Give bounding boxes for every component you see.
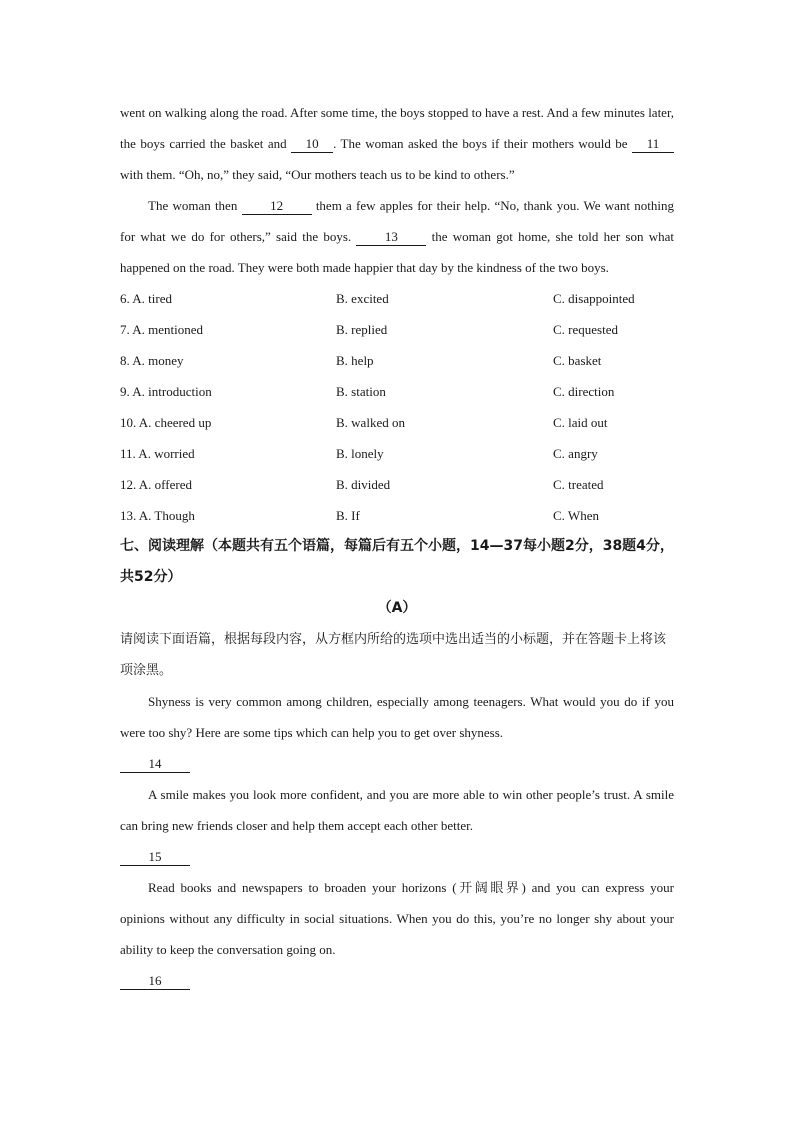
option-b: B. station [336,384,386,399]
reading-paragraph: A smile makes you look more confident, and you are more able to win other people’s trust. A smile can bring new friends closer and help them accept each other better. [120,787,674,833]
passage-paragraph-continued [120,97,674,190]
option-row [120,345,674,376]
option-row [120,376,674,407]
blank-11: 11 [632,136,674,153]
option-c: C. treated [553,477,604,492]
heading-slot-14 [120,748,674,779]
option-c: C. requested [553,322,618,337]
option-a: 8. A. money [120,353,184,368]
heading-slot-15 [120,841,674,872]
option-a: 11. A. worried [120,446,195,461]
reading-intro-paragraph: Shyness is very common among children, especially among teenagers. What would you do if you were too shy? Here are some tips which can help you to get over shyness. [120,694,674,740]
options-list [120,283,674,531]
passage-text: the woman got home, she told her son what happened on the road. They were both made happier that day by the kindness of the two boys. [120,229,674,275]
passage-label-a: （A） [377,600,417,616]
option-c: C. laid out [553,415,608,430]
heading-slot-16 [120,965,674,996]
option-a: 9. A. introduction [120,384,212,399]
blank-15: 15 [120,849,190,866]
option-b: B. If [336,508,360,523]
option-row [120,314,674,345]
page-content [120,97,674,996]
blank-16: 16 [120,973,190,990]
option-a: 13. A. Though [120,508,195,523]
option-c: C. direction [553,384,615,399]
option-row [120,500,674,531]
passage-text: them a few apples for their help. “No, thank you. We want nothing for what we do for others,” said the boys. [120,198,674,244]
section-heading: 七、阅读理解（本题共有五个语篇，每篇后有五个小题，14—37每小题2分，38题4分，共52分） [120,538,674,585]
option-row [120,438,674,469]
instruction-text: 请阅读下面语篇，根据每段内容，从方框内所给的选项中选出适当的小标题，并在答题卡上将该项涂黑。 [120,632,667,678]
option-a: 7. A. mentioned [120,322,204,337]
option-c: C. angry [553,446,598,461]
passage-text: went on walking along the road. After some time, the boys stopped to have a rest. And a few minutes later, the boys carried the basket and [120,105,675,151]
reading-paragraph: Read books and newspapers to broaden your horizons (开阔眼界) and you can express your opinions without any difficulty in social situations. When you do this, you’re no longer shy about your ability to keep the conversation going on. [120,880,674,957]
option-c: C. disappointed [553,291,635,306]
option-row [120,283,674,314]
option-row [120,407,674,438]
option-a: 12. A. offered [120,477,192,492]
passage-text: . The woman asked the boys if their mothers would be [333,136,632,151]
option-b: B. replied [336,322,388,337]
option-b: B. help [336,353,374,368]
option-c: C. When [553,508,599,523]
blank-12: 12 [242,198,312,215]
option-row [120,469,674,500]
passage-text: with them. “Oh, no,” they said, “Our mothers teach us to be kind to others.” [120,167,515,182]
passage-paragraph [120,190,674,283]
option-b: B. excited [336,291,389,306]
option-b: B. divided [336,477,391,492]
option-b: B. lonely [336,446,384,461]
blank-13: 13 [356,229,426,246]
option-c: C. basket [553,353,602,368]
option-b: B. walked on [336,415,405,430]
passage-text: The woman then [148,198,242,213]
option-a: 6. A. tired [120,291,172,306]
option-a: 10. A. cheered up [120,415,212,430]
blank-10: 10 [291,136,333,153]
blank-14: 14 [120,756,190,773]
